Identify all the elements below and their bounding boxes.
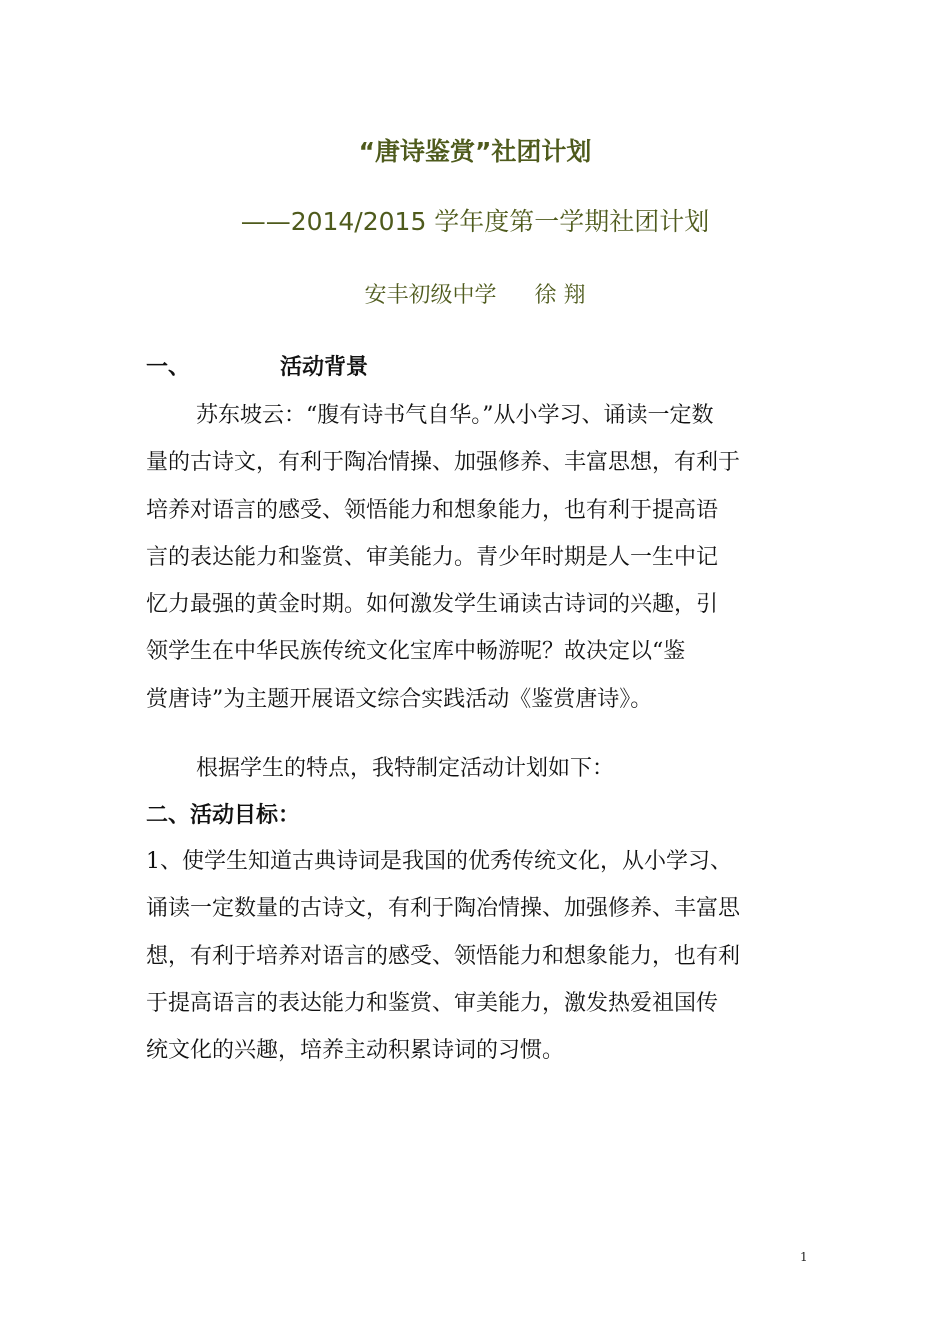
section-1-title: 活动背景 — [280, 355, 369, 380]
section-1-number: 一、 — [146, 355, 191, 380]
paragraph-line: 培养对语言的感受、领悟能力和想象能力，也有利于提高语 — [146, 497, 719, 523]
paragraph-line: 言的表达能力和鉴赏、审美能力。青少年时期是人一生中记 — [146, 544, 719, 570]
paragraph-line: 1、使学生知道古典诗词是我国的优秀传统文化，从小学习、 — [146, 849, 732, 874]
author-name: 徐 翔 — [534, 283, 586, 308]
section-1-closing — [146, 745, 816, 792]
author-line — [0, 278, 950, 309]
section-2-heading: 二、活动目标： — [146, 803, 301, 828]
section-1-heading — [146, 350, 368, 381]
paragraph-line: 统文化的兴趣，培养主动积累诗词的习惯。 — [146, 1038, 565, 1064]
paragraph-line: 忆力最强的黄金时期。如何激发学生诵读古诗词的兴趣，引 — [146, 592, 719, 618]
paragraph-line: 领学生在中华民族传统文化宝库中畅游呢？故决定以“鉴 — [146, 639, 686, 665]
page-number: 1 — [800, 1250, 808, 1264]
document-subtitle: ——2014/2015 学年度第一学期社团计划 — [240, 207, 710, 236]
paragraph-line: 量的古诗文，有利于陶冶情操、加强修养、丰富思想，有利于 — [146, 450, 741, 476]
document-title: “唐诗鉴赏”社团计划 — [358, 137, 592, 166]
paragraph-line: 根据学生的特点，我特制定活动计划如下： — [196, 756, 615, 781]
paragraph-line: 苏东坡云：“腹有诗书气自华。”从小学习、诵读一定数 — [196, 403, 714, 428]
paragraph-line: 赏唐诗”为主题开展语文综合实践活动《鉴赏唐诗》。 — [146, 686, 653, 712]
school-name: 安丰初级中学 — [364, 283, 497, 308]
paragraph-line: 于提高语言的表达能力和鉴赏、审美能力，激发热爱祖国传 — [146, 990, 719, 1016]
paragraph-line: 诵读一定数量的古诗文，有利于陶冶情操、加强修养、丰富思 — [146, 896, 741, 922]
paragraph-line: 想，有利于培养对语言的感受、领悟能力和想象能力，也有利 — [146, 943, 741, 969]
section-2-paragraph — [146, 838, 816, 1074]
section-1-paragraph — [146, 392, 816, 723]
